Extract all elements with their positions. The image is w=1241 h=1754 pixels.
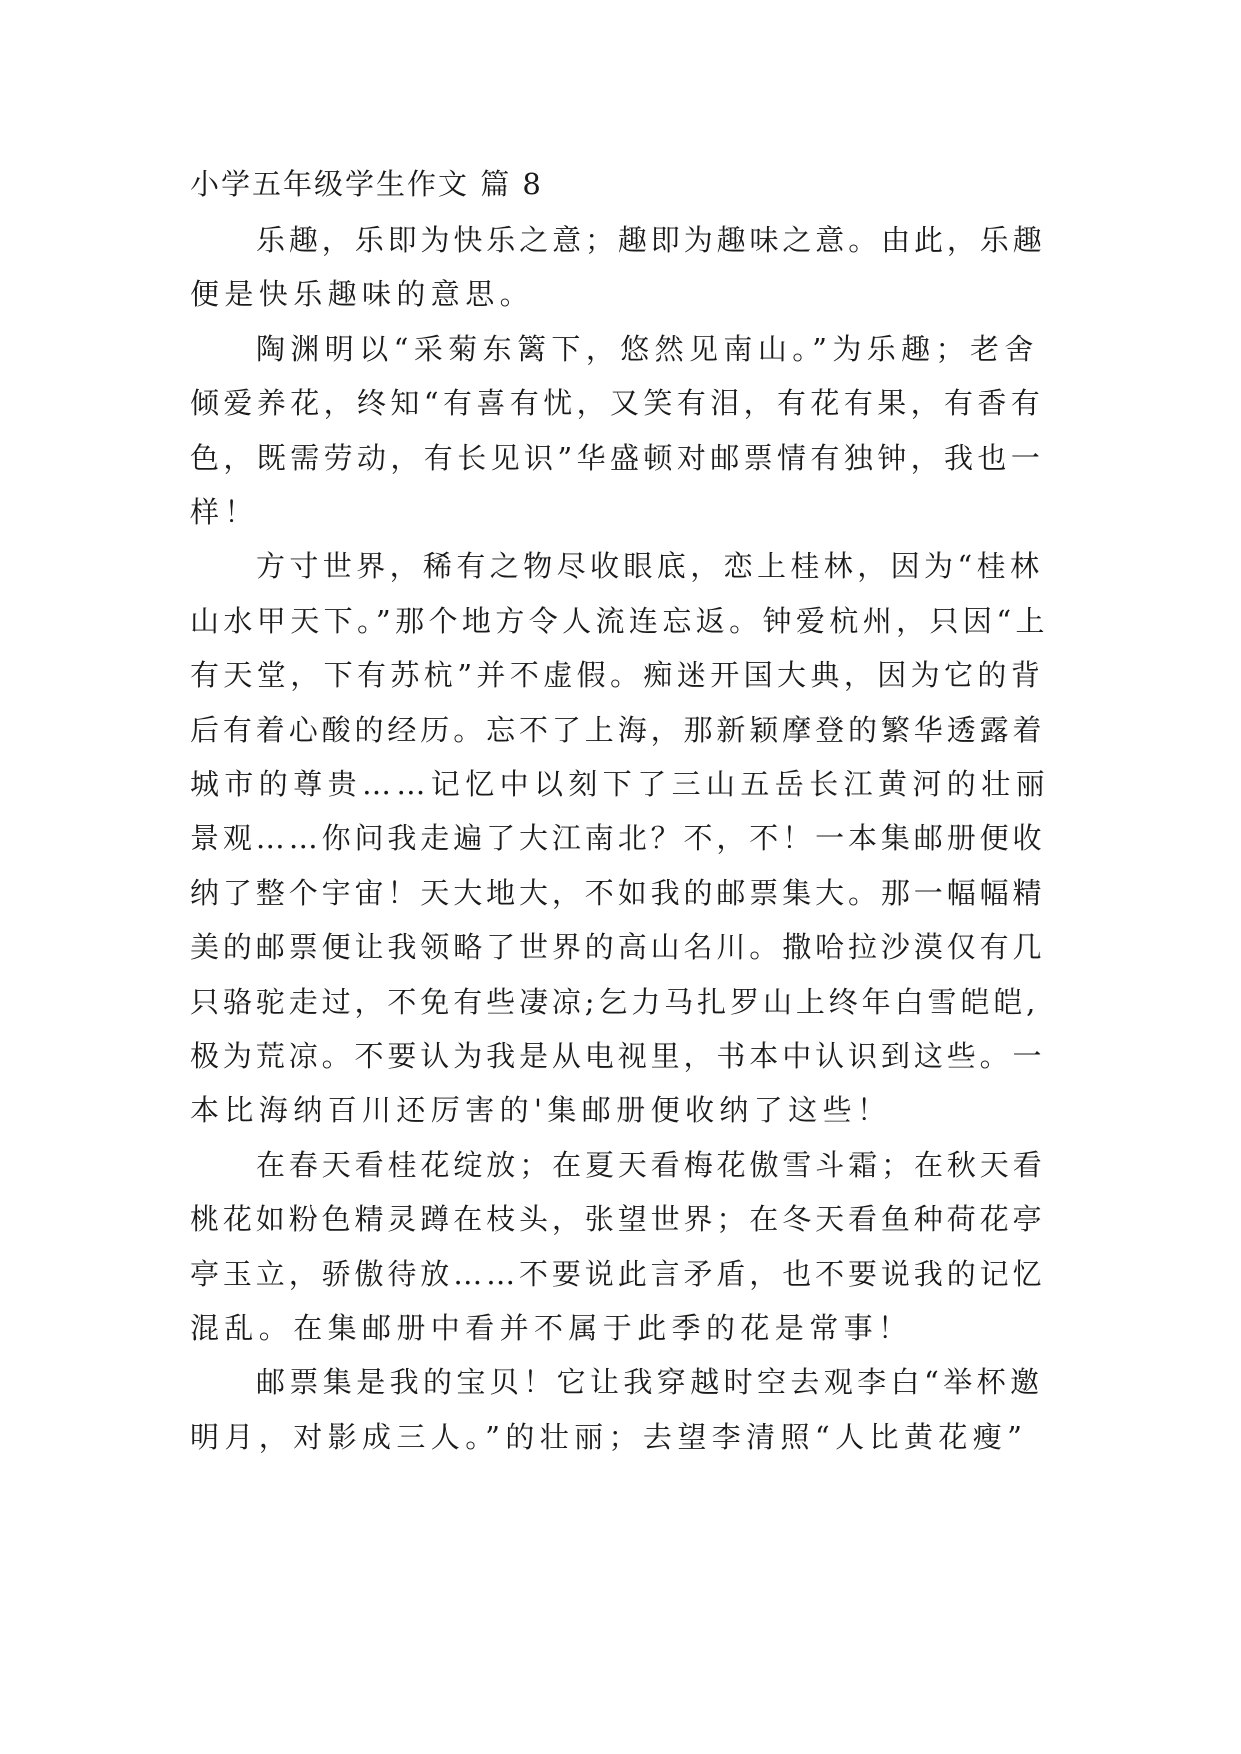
paragraph-first-line: 乐趣，乐即为快乐之意；趣即为趣味之意。由此，乐趣 (256, 223, 1046, 257)
paragraph-line: 混乱。在集邮册中看并不属于此季的花是常事！ (190, 1311, 913, 1345)
paragraph-line: 本比海纳百川还厉害的'集邮册便收纳了这些！ (190, 1093, 892, 1128)
paragraph-line: 倾爱养花，终知“有喜有忧，又笑有泪，有花有果，有香有 (190, 386, 1045, 421)
paragraph-line: 极为荒凉。不要认为我是从电视里，书本中认识到这些。一 (190, 1039, 1046, 1073)
paragraph-line: 便是快乐趣味的意思。 (190, 277, 535, 312)
paragraph-line: 景观……你问我走遍了大江南北？不，不！一本集邮册便收 (190, 821, 1046, 856)
paragraph-line: 山水甲天下。”那个地方令人流连忘返。钟爱杭州，只因“上 (190, 603, 1049, 638)
paragraph-line: 样！ (190, 495, 259, 529)
paragraph-line: 明月，对影成三人。”的壮丽；去望李清照“人比黄花瘦” (190, 1419, 1028, 1454)
paragraph-line: 纳了整个宇宙！天大地大，不如我的邮票集大。那一幅幅精 (190, 875, 1046, 910)
paragraph-first-line: 陶渊明以“采菊东篱下，悠然见南山。”为乐趣；老舍 (256, 331, 1039, 366)
paragraph-line: 亭玉立，骄傲待放……不要说此言矛盾，也不要说我的记忆 (190, 1256, 1046, 1291)
paragraph-line: 美的邮票便让我领略了世界的高山名川。撒哈拉沙漠仅有几 (190, 930, 1046, 965)
paragraph-line: 只骆驼走过，不免有些凄凉;乞力马扎罗山上终年白雪皑皑, (190, 984, 1040, 1019)
page-title: 小学五年级学生作文 篇 8 (190, 167, 543, 201)
paragraph-first-line: 在春天看桂花绽放；在夏天看梅花傲雪斗霜；在秋天看 (256, 1147, 1046, 1182)
paragraph-line: 有天堂，下有苏杭”并不虚假。痴迷开国大典，因为它的背 (190, 658, 1045, 693)
paragraph-line: 后有着心酸的经历。忘不了上海，那新颖摩登的繁华透露着 (190, 712, 1046, 747)
paragraph-line: 城市的尊贵……记忆中以刻下了三山五岳长江黄河的壮丽 (190, 767, 1051, 801)
paragraph-first-line: 方寸世界，稀有之物尽收眼底，恋上桂林，因为“桂林 (256, 549, 1044, 584)
paragraph-line: 色，既需劳动，有长见识”华盛顿对邮票情有独钟，我也一 (190, 440, 1045, 475)
paragraph-first-line: 邮票集是我的宝贝！它让我穿越时空去观李白“举杯邀 (256, 1365, 1044, 1400)
paragraph-line: 桃花如粉色精灵蹲在枝头，张望世界；在冬天看鱼种荷花亭 (190, 1202, 1046, 1237)
